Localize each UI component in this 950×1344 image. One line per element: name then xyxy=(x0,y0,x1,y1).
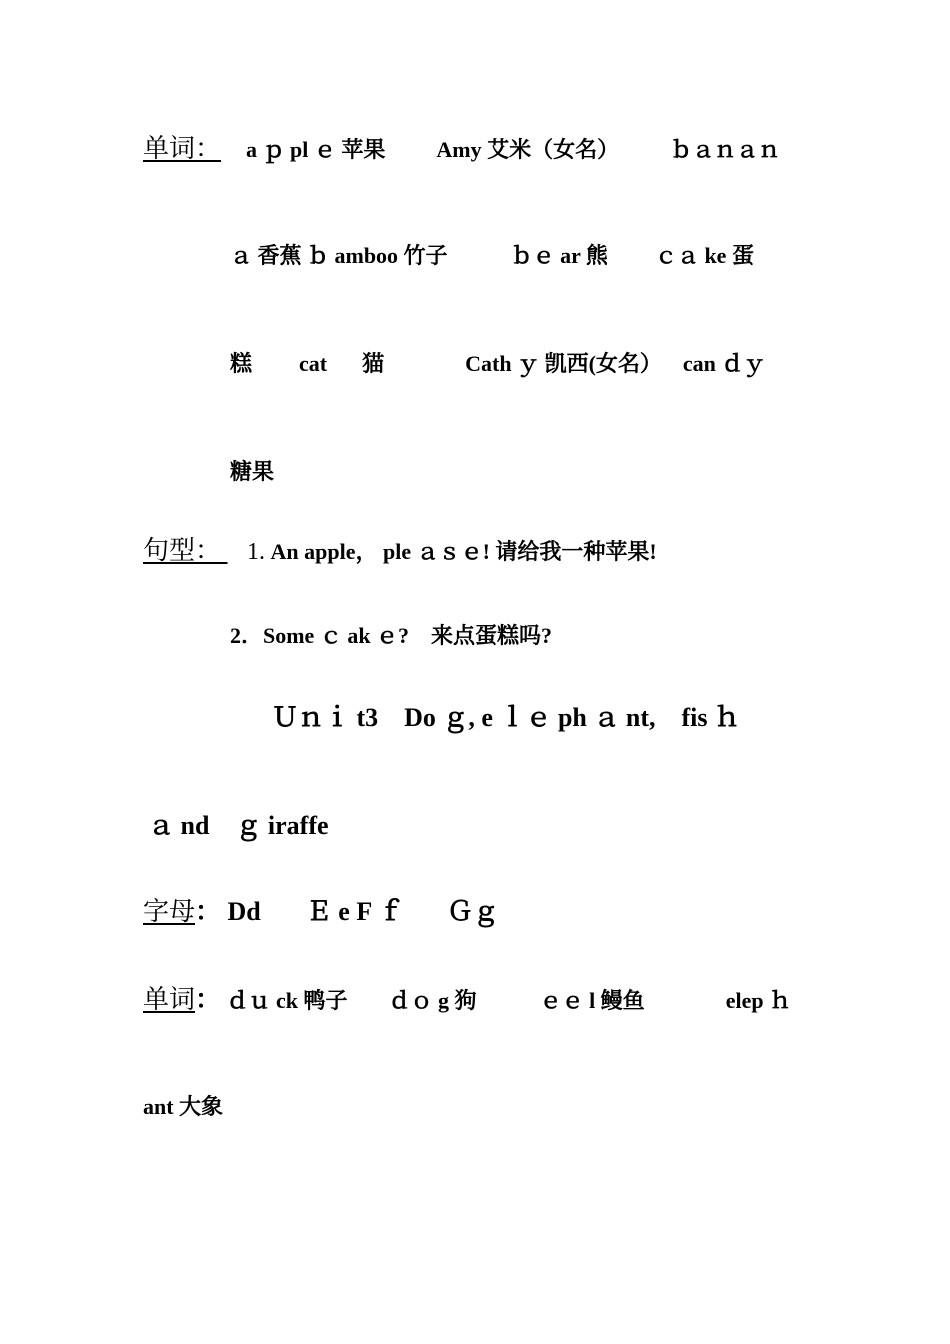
unit3-title-line-2 xyxy=(148,811,329,841)
word-elephant-part1: elep ｈ xyxy=(725,988,792,1013)
word-duck: ｄｕ ck 鸭子 xyxy=(226,988,348,1013)
word-cat: cat xyxy=(299,351,328,376)
word-banana-bamboo: ａ 香蕉 ｂ amboo 竹子 xyxy=(230,243,448,268)
sentence-2: 2．Some ｃ ak ｅ? 来点蛋糕吗? xyxy=(230,623,553,648)
word-cake-part2: 糕 xyxy=(230,351,253,376)
unit3-title-part1: Ｕｎｉ t3 Do ｇ, e ｌｅ ph ａ nt, fis ｈ xyxy=(272,703,741,732)
letters-gg: Ｇｇ xyxy=(446,897,499,926)
sentences-label: 句型： xyxy=(143,536,222,565)
letters-dd: Dd xyxy=(227,897,261,926)
word-banana-part1: ｂａｎａｎ xyxy=(670,137,781,162)
word-cathy: Cath ｙ 凯西(女名） xyxy=(465,351,662,376)
letters-line xyxy=(143,897,499,927)
letters-colon: ： xyxy=(195,897,222,926)
words2-line-2 xyxy=(143,1092,223,1122)
words-label: 单词： xyxy=(143,134,222,163)
word-apple: a ｐ pl ｅ 苹果 xyxy=(246,137,386,162)
sentence-1-number: 1. xyxy=(247,539,266,565)
sentences-label-underline-pad xyxy=(221,536,247,566)
sentence-1: An apple， ple ａｓｅ! 请给我一种苹果! xyxy=(270,539,657,564)
words-line-2 xyxy=(230,241,754,271)
word-amy: Amy 艾米（女名） xyxy=(436,137,620,162)
words-line-1 xyxy=(143,134,780,165)
letters-eeff: Ｅ e F ｆ xyxy=(305,897,404,926)
words2-colon: ： xyxy=(195,985,222,1014)
word-candy-part2: 糖果 xyxy=(230,459,275,484)
word-dog: ｄｏ g 狗 xyxy=(388,988,477,1013)
word-candy-part1: can ｄｙ xyxy=(682,351,766,376)
words-line-3 xyxy=(230,349,765,379)
sentences-line-2 xyxy=(230,621,552,651)
unit3-title-part2: ａ nd ｇ iraffe xyxy=(148,811,329,840)
word-cake-part1: ｃａ ke 蛋 xyxy=(654,243,754,268)
sentences-line-1 xyxy=(143,536,657,567)
unit3-title-line-1 xyxy=(272,703,740,733)
words2-line-1 xyxy=(143,985,791,1016)
word-cat-meaning: 猫 xyxy=(362,351,385,376)
words-line-4 xyxy=(230,457,274,487)
words2-label: 单词 xyxy=(143,985,196,1014)
word-bear: ｂｅ ar 熊 xyxy=(510,243,608,268)
word-elephant-part2: ant 大象 xyxy=(143,1094,224,1119)
letters-label: 字母 xyxy=(143,897,196,926)
word-eel: ｅｅ l 鳗鱼 xyxy=(539,988,645,1013)
